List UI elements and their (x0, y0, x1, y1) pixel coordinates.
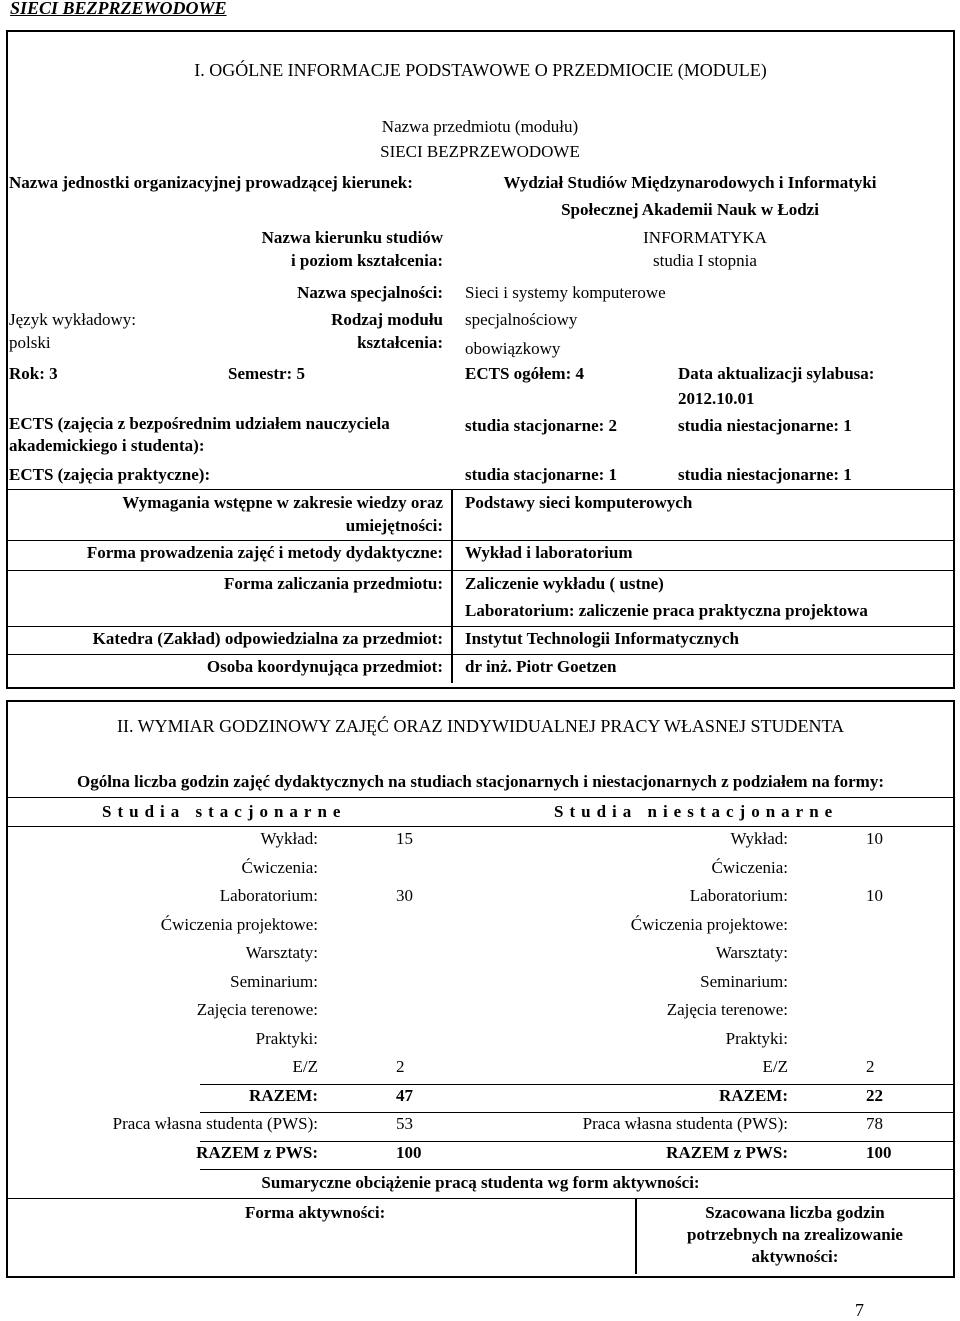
hours-label-stacjonarne: Wykład: (260, 829, 318, 848)
ects-contact-label-line1: ECTS (zajęcia z bezpośrednim udziałem nauczyciela (9, 414, 390, 433)
unit-value-line2: Społecznej Akademii Nauk w Łodzi (561, 200, 819, 219)
department-value: Instytut Technologii Informatycznych (465, 629, 739, 648)
hours-value-stacjonarne: 2 (396, 1057, 405, 1076)
semester: Semestr: 5 (228, 364, 305, 383)
credit-form-value-2: Laboratorium: zaliczenie praca praktyczna projektowa (465, 601, 868, 620)
specialty-label: Nazwa specjalności: (297, 283, 443, 302)
update-value: 2012.10.01 (678, 389, 755, 408)
unit-label: Nazwa jednostki organizacyjnej prowadzącej kierunek: (9, 173, 413, 192)
hours-label-niestacjonarne: Praktyki: (725, 1029, 788, 1048)
module-type-label-line2: kształcenia: (357, 333, 443, 352)
divider (8, 826, 953, 827)
hours-value-niestacjonarne: 22 (866, 1086, 883, 1105)
hours-value-niestacjonarne: 100 (866, 1143, 892, 1162)
teaching-form-value: Wykład i laboratorium (465, 543, 633, 562)
hours-label-niestacjonarne: RAZEM z PWS: (666, 1143, 788, 1162)
subject-label: Nazwa przedmiotu (modułu) (381, 117, 579, 136)
document-header: SIECI BEZPRZEWODOWE (10, 0, 227, 18)
credit-form-value-1: Zaliczenie wykładu ( ustne) (465, 574, 664, 593)
ects-contact-label-line2: akademickiego i studenta): (9, 436, 205, 455)
hours-label-niestacjonarne: Praca własna studenta (PWS): (582, 1114, 788, 1133)
divider (8, 654, 953, 655)
stacjonarne-header: Studia stacjonarne (102, 802, 347, 821)
hours-label-niestacjonarne: Laboratorium: (689, 886, 788, 905)
hours-value-stacjonarne: 100 (396, 1143, 422, 1162)
hours-value-niestacjonarne: 2 (866, 1057, 875, 1076)
hours-label-stacjonarne: Praca własna studenta (PWS): (112, 1114, 318, 1133)
activity-form-label: Forma aktywności: (245, 1203, 386, 1222)
niestacjonarne-header: Studia niestacjonarne (554, 802, 839, 821)
hours-label-stacjonarne: RAZEM: (249, 1086, 318, 1105)
field-value-line1: INFORMATYKA (643, 228, 767, 247)
estimated-hours-line2: potrzebnych na zrealizowanie (687, 1225, 903, 1244)
language-label: Język wykładowy: (9, 310, 137, 329)
hours-label-stacjonarne: Ćwiczenia projektowe: (160, 915, 318, 934)
hours-label-stacjonarne: Zajęcia terenowe: (196, 1000, 318, 1019)
coordinator-label: Osoba koordynująca przedmiot: (206, 657, 443, 676)
ects-contact-niestacjonarne: studia niestacjonarne: 1 (678, 416, 852, 435)
specialty-value: Sieci i systemy komputerowe (465, 283, 666, 302)
coordinator-value: dr inż. Piotr Goetzen (465, 657, 617, 676)
hours-value-stacjonarne: 15 (396, 829, 413, 848)
hours-label-stacjonarne: Praktyki: (255, 1029, 318, 1048)
hours-value-niestacjonarne: 10 (866, 829, 883, 848)
hours-label-niestacjonarne: E/Z (762, 1057, 788, 1076)
hours-label-niestacjonarne: Ćwiczenia: (711, 858, 788, 877)
hours-label-stacjonarne: RAZEM z PWS: (196, 1143, 318, 1162)
hours-label-stacjonarne: Warsztaty: (245, 943, 318, 962)
summary-label: Sumaryczne obciążenie pracą studenta wg form aktywności: (261, 1173, 700, 1192)
divider (8, 540, 953, 541)
field-label-line2: i poziom kształcenia: (290, 251, 443, 270)
section-1-title: I. OGÓLNE INFORMACJE PODSTAWOWE O PRZEDMIOCIE (MODULE) (194, 60, 767, 80)
hours-label-stacjonarne: Laboratorium: (219, 886, 318, 905)
estimated-hours-line1: Szacowana liczba godzin (705, 1203, 885, 1222)
update-label: Data aktualizacji sylabusa: (678, 364, 875, 383)
ects-practical-label: ECTS (zajęcia praktyczne): (9, 465, 211, 484)
hours-value-niestacjonarne: 10 (866, 886, 883, 905)
divider (200, 1169, 953, 1170)
hours-label-niestacjonarne: RAZEM: (719, 1086, 788, 1105)
module-type-label-line1: Rodzaj modułu (331, 310, 443, 329)
hours-value-stacjonarne: 47 (396, 1086, 413, 1105)
teaching-form-label: Forma prowadzenia zajęć i metody dydaktyczne: (86, 543, 443, 562)
credit-form-label: Forma zaliczania przedmiotu: (223, 574, 443, 593)
ects-practical-stacjonarne: studia stacjonarne: 1 (465, 465, 618, 484)
hours-label-niestacjonarne: Zajęcia terenowe: (666, 1000, 788, 1019)
ects-practical-niestacjonarne: studia niestacjonarne: 1 (678, 465, 852, 484)
field-value-line2: studia I stopnia (653, 251, 757, 270)
hours-label-stacjonarne: Seminarium: (230, 972, 318, 991)
hours-label-niestacjonarne: Ćwiczenia projektowe: (630, 915, 788, 934)
divider (8, 489, 953, 490)
section-2-title: II. WYMIAR GODZINOWY ZAJĘĆ ORAZ INDYWIDUALNEJ PRACY WŁASNEJ STUDENTA (117, 716, 844, 736)
module-type-value-2: obowiązkowy (465, 339, 561, 358)
ects-contact-stacjonarne: studia stacjonarne: 2 (465, 416, 618, 435)
hours-intro: Ogólna liczba godzin zajęć dydaktycznych na studiach stacjonarnych i niestacjonarnych z podziałem na formy: (76, 772, 884, 791)
prerequisites-label-line1: Wymagania wstępne w zakresie wiedzy oraz (122, 493, 443, 512)
prerequisites-value: Podstawy sieci komputerowych (465, 493, 693, 512)
hours-label-stacjonarne: Ćwiczenia: (241, 858, 318, 877)
hours-value-stacjonarne: 30 (396, 886, 413, 905)
hours-label-niestacjonarne: Wykład: (730, 829, 788, 848)
unit-value-line1: Wydział Studiów Międzynarodowych i Informatyki (503, 173, 877, 192)
divider (8, 626, 953, 627)
divider (200, 1112, 953, 1113)
language-value: polski (9, 333, 51, 352)
field-label-line1: Nazwa kierunku studiów (261, 228, 443, 247)
subject-value: SIECI BEZPRZEWODOWE (380, 142, 580, 161)
divider (8, 570, 953, 571)
divider (8, 797, 953, 798)
hours-value-niestacjonarne: 78 (866, 1114, 883, 1133)
module-type-value-1: specjalnościowy (465, 310, 578, 329)
page-number: 7 (855, 1300, 864, 1320)
hours-label-niestacjonarne: Warsztaty: (715, 943, 788, 962)
year: Rok: 3 (9, 364, 58, 383)
divider (200, 1141, 953, 1142)
department-label: Katedra (Zakład) odpowiedzialna za przedmiot: (92, 629, 443, 648)
hours-label-stacjonarne: E/Z (292, 1057, 318, 1076)
hours-value-stacjonarne: 53 (396, 1114, 413, 1133)
hours-label-niestacjonarne: Seminarium: (700, 972, 788, 991)
prerequisites-label-line2: umiejętności: (345, 516, 443, 535)
estimated-hours-line3: aktywności: (751, 1247, 839, 1266)
column-divider (635, 1198, 637, 1274)
divider (200, 1084, 953, 1085)
ects-total: ECTS ogółem: 4 (465, 364, 584, 383)
divider (8, 1198, 953, 1199)
